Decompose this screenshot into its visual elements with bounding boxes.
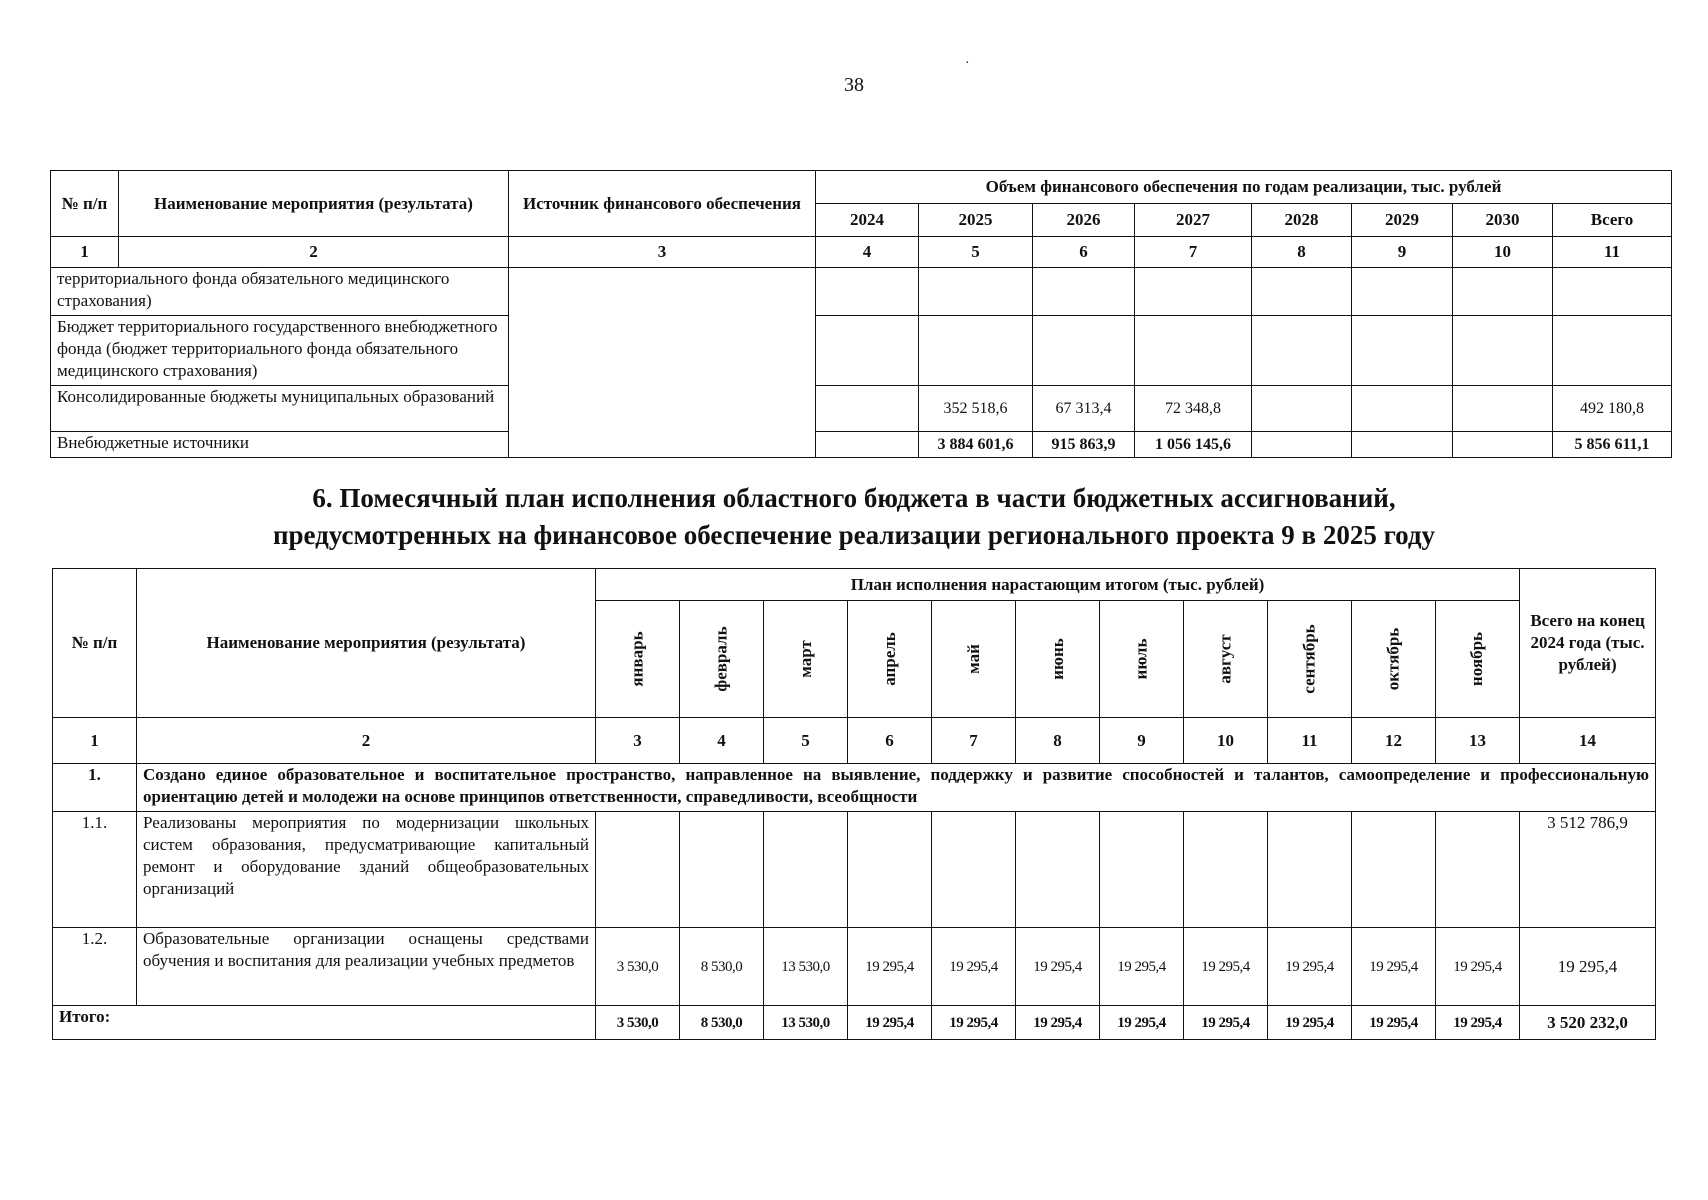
row-num: 1.1. <box>53 812 137 928</box>
value-cell <box>1252 386 1352 432</box>
index-cell: 10 <box>1184 718 1268 764</box>
total-value-cell: 19 295,4 <box>1268 1006 1352 1040</box>
row-total-cell: 3 512 786,9 <box>1520 812 1656 928</box>
month-value-cell: 19 295,4 <box>932 928 1016 1006</box>
col-header-month <box>1436 601 1520 718</box>
col-header-month <box>1100 601 1184 718</box>
col-header-year: 2028 <box>1252 204 1352 237</box>
value-cell <box>1352 432 1453 458</box>
index-cell: 8 <box>1016 718 1100 764</box>
total-value-cell: 19 295,4 <box>848 1006 932 1040</box>
col-header-name: Наименование мероприятия (результата) <box>137 569 596 718</box>
month-label: июль <box>1131 638 1151 680</box>
value-cell <box>919 316 1033 386</box>
index-cell: 1 <box>51 237 119 268</box>
month-value-cell <box>848 812 932 928</box>
value-cell <box>816 386 919 432</box>
index-cell: 10 <box>1453 237 1553 268</box>
month-value-cell <box>596 812 680 928</box>
total-value-cell: 19 295,4 <box>1184 1006 1268 1040</box>
col-header-total: Всего на конец 2024 года (тыс. рублей) <box>1520 569 1656 718</box>
month-value-cell: 19 295,4 <box>1016 928 1100 1006</box>
index-cell: 4 <box>816 237 919 268</box>
table-row <box>51 432 1672 458</box>
col-header-num: № п/п <box>51 171 119 237</box>
table-row <box>53 928 1656 1006</box>
index-cell: 6 <box>848 718 932 764</box>
col-header-month <box>680 601 764 718</box>
month-value-cell <box>764 812 848 928</box>
value-cell: 67 313,4 <box>1033 386 1135 432</box>
source-cell <box>509 268 816 458</box>
table-row <box>51 386 1672 432</box>
value-cell <box>1453 386 1553 432</box>
index-cell: 5 <box>764 718 848 764</box>
index-cell: 2 <box>137 718 596 764</box>
month-label: февраль <box>711 626 731 692</box>
index-cell: 8 <box>1252 237 1352 268</box>
row-name: Реализованы мероприятия по модернизации школьных систем образования, предусматривающие капитальный ремонт и оборудование зданий общеобразовательных организаций <box>137 812 596 928</box>
month-label: август <box>1215 634 1235 684</box>
col-header-month <box>596 601 680 718</box>
table-row <box>51 268 1672 316</box>
index-cell: 9 <box>1352 237 1453 268</box>
month-label: июнь <box>1047 638 1067 680</box>
month-label: ноябрь <box>1467 631 1487 687</box>
value-cell: 72 348,8 <box>1135 386 1252 432</box>
index-cell: 12 <box>1352 718 1436 764</box>
value-cell <box>1453 316 1553 386</box>
value-cell <box>816 432 919 458</box>
month-value-cell <box>680 812 764 928</box>
col-header-month <box>1184 601 1268 718</box>
value-cell <box>1352 316 1453 386</box>
col-header-num: № п/п <box>53 569 137 718</box>
month-value-cell <box>1100 812 1184 928</box>
col-header-month <box>932 601 1016 718</box>
month-label: октябрь <box>1383 627 1403 691</box>
total-label: Итого: <box>53 1006 596 1040</box>
month-value-cell <box>1184 812 1268 928</box>
total-value-cell: 19 295,4 <box>1016 1006 1100 1040</box>
value-cell <box>1453 432 1553 458</box>
scan-dot-mark: · <box>965 56 970 71</box>
source-name-cell: Консолидированные бюджеты муниципальных образований <box>51 386 509 432</box>
section-num: 1. <box>53 764 137 812</box>
col-header-year: 2026 <box>1033 204 1135 237</box>
index-cell: 4 <box>680 718 764 764</box>
month-label: апрель <box>879 632 899 686</box>
value-cell <box>1252 316 1352 386</box>
index-cell: 3 <box>509 237 816 268</box>
month-value-cell: 8 530,0 <box>680 928 764 1006</box>
section-text: Создано единое образовательное и воспитательное пространство, направленное на выявление, поддержку и развитие способностей и талантов, самоопределение и профессиональную ориентацию детей и молодежи на основе принципов ответственности, справедливости, всеобщности <box>137 764 1656 812</box>
month-value-cell <box>932 812 1016 928</box>
value-cell <box>1553 268 1672 316</box>
total-value-cell: 19 295,4 <box>932 1006 1016 1040</box>
source-name-cell: территориального фонда обязательного медицинского страхования) <box>51 268 509 316</box>
month-value-cell: 19 295,4 <box>1100 928 1184 1006</box>
index-cell: 3 <box>596 718 680 764</box>
total-value-cell: 8 530,0 <box>680 1006 764 1040</box>
col-header-year: 2029 <box>1352 204 1453 237</box>
month-value-cell <box>1352 812 1436 928</box>
total-row <box>53 1006 1656 1040</box>
index-cell: 5 <box>919 237 1033 268</box>
col-header-month <box>1016 601 1100 718</box>
col-header-total: Всего <box>1553 204 1672 237</box>
col-header-year: 2025 <box>919 204 1033 237</box>
index-cell: 9 <box>1100 718 1184 764</box>
month-label: сентябрь <box>1299 624 1319 694</box>
total-value-cell: 19 295,4 <box>1100 1006 1184 1040</box>
col-header-month <box>764 601 848 718</box>
month-value-cell: 19 295,4 <box>848 928 932 1006</box>
row-name: Образовательные организации оснащены средствами обучения и воспитания для реализации учебных предметов <box>137 928 596 1006</box>
month-value-cell: 19 295,4 <box>1436 928 1520 1006</box>
value-cell <box>919 268 1033 316</box>
value-cell: 352 518,6 <box>919 386 1033 432</box>
month-value-cell: 13 530,0 <box>764 928 848 1006</box>
col-header-source: Источник финансового обеспечения <box>509 171 816 237</box>
total-value-cell: 19 295,4 <box>1352 1006 1436 1040</box>
value-cell: 3 884 601,6 <box>919 432 1033 458</box>
month-value-cell: 3 530,0 <box>596 928 680 1006</box>
month-value-cell <box>1436 812 1520 928</box>
col-header-group: Объем финансового обеспечения по годам реализации, тыс. рублей <box>816 171 1672 204</box>
month-label: май <box>963 644 983 674</box>
index-cell: 7 <box>932 718 1016 764</box>
section-heading <box>0 480 1708 554</box>
row-total-cell: 19 295,4 <box>1520 928 1656 1006</box>
month-value-cell: 19 295,4 <box>1268 928 1352 1006</box>
source-name-cell: Бюджет территориального государственного внебюджетного фонда (бюджет территориального фонда обязательного медицинского страхования) <box>51 316 509 386</box>
index-cell: 11 <box>1268 718 1352 764</box>
col-header-name: Наименование мероприятия (результата) <box>119 171 509 237</box>
index-cell: 13 <box>1436 718 1520 764</box>
value-cell <box>1033 268 1135 316</box>
month-value-cell <box>1016 812 1100 928</box>
value-cell <box>816 268 919 316</box>
value-cell <box>1553 316 1672 386</box>
col-header-group: План исполнения нарастающим итогом (тыс. рублей) <box>596 569 1520 601</box>
total-value-cell: 19 295,4 <box>1436 1006 1520 1040</box>
table-row <box>51 316 1672 386</box>
row-num: 1.2. <box>53 928 137 1006</box>
financing-volume-table <box>50 170 1672 458</box>
month-value-cell <box>1268 812 1352 928</box>
col-header-month <box>848 601 932 718</box>
value-cell <box>816 316 919 386</box>
index-cell: 7 <box>1135 237 1252 268</box>
month-label: март <box>795 640 815 678</box>
value-cell <box>1252 432 1352 458</box>
page-number: 38 <box>844 74 864 96</box>
value-cell: 915 863,9 <box>1033 432 1135 458</box>
index-cell: 1 <box>53 718 137 764</box>
index-cell: 2 <box>119 237 509 268</box>
total-value-cell: 3 530,0 <box>596 1006 680 1040</box>
total-value-cell: 13 530,0 <box>764 1006 848 1040</box>
col-header-year: 2027 <box>1135 204 1252 237</box>
value-cell <box>1252 268 1352 316</box>
value-cell <box>1135 316 1252 386</box>
value-cell: 1 056 145,6 <box>1135 432 1252 458</box>
value-cell <box>1135 268 1252 316</box>
value-cell: 492 180,8 <box>1553 386 1672 432</box>
col-header-month <box>1352 601 1436 718</box>
grand-total-cell: 3 520 232,0 <box>1520 1006 1656 1040</box>
section-heading-line1: 6. Помесячный план исполнения областного бюджета в части бюджетных ассигнований, <box>312 483 1396 513</box>
table-row <box>53 812 1656 928</box>
col-header-month <box>1268 601 1352 718</box>
index-cell: 11 <box>1553 237 1672 268</box>
value-cell <box>1033 316 1135 386</box>
source-name-cell: Внебюджетные источники <box>51 432 509 458</box>
monthly-plan-table <box>52 568 1656 1040</box>
month-value-cell: 19 295,4 <box>1352 928 1436 1006</box>
month-label: январь <box>627 631 647 687</box>
col-header-year: 2024 <box>816 204 919 237</box>
section-row <box>53 764 1656 812</box>
index-cell: 14 <box>1520 718 1656 764</box>
value-cell <box>1352 268 1453 316</box>
index-cell: 6 <box>1033 237 1135 268</box>
section-heading-line2: предусмотренных на финансовое обеспечение реализации регионального проекта 9 в 2025 году <box>272 520 1436 550</box>
col-header-year: 2030 <box>1453 204 1553 237</box>
value-cell <box>1453 268 1553 316</box>
month-value-cell: 19 295,4 <box>1184 928 1268 1006</box>
value-cell <box>1352 386 1453 432</box>
value-cell: 5 856 611,1 <box>1553 432 1672 458</box>
